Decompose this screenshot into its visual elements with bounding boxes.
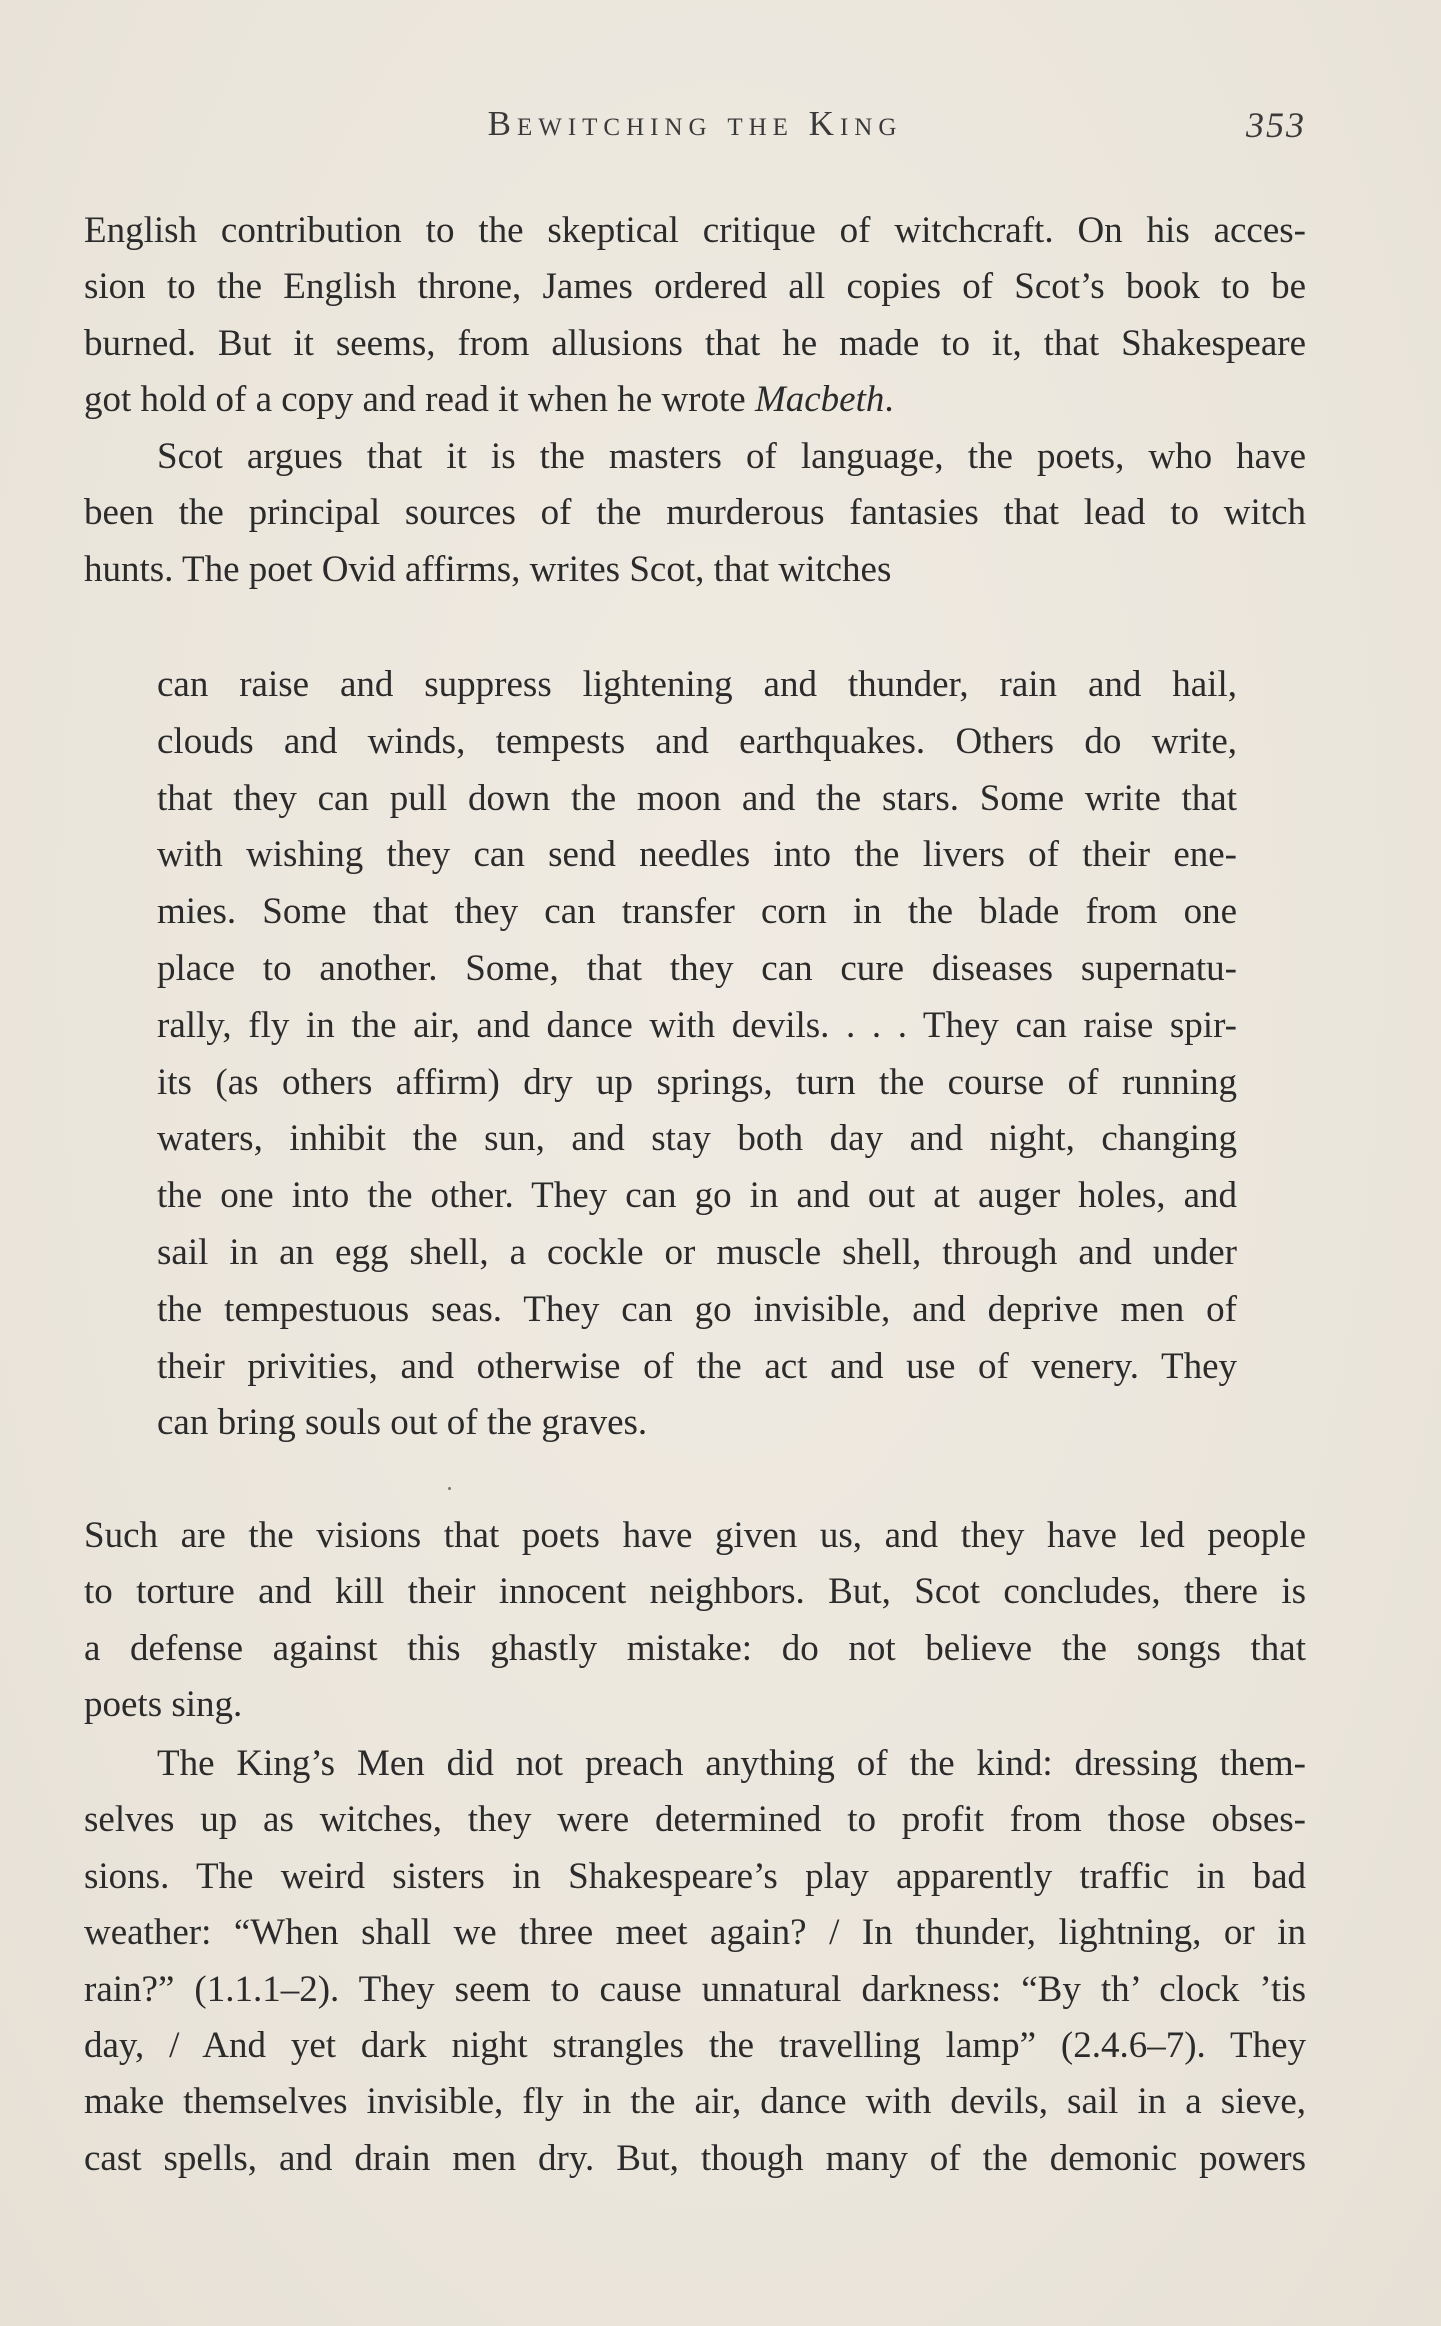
quote-line: with wishing they can send needles into the livers of their ene- [157, 834, 1237, 876]
paragraph-line: hunts. The poet Ovid affirms, writes Scot, that witches [84, 548, 892, 590]
block-quote [157, 657, 1237, 1452]
paragraph-line: make themselves invisible, fly in the air, dance with devils, sail in a sieve, [84, 2081, 1306, 2123]
quote-line: waters, inhibit the sun, and stay both day and night, changing [157, 1118, 1237, 1160]
quote-line: the tempestuous seas. They can go invisible, and deprive men of [157, 1288, 1237, 1330]
paragraph-line: poets sing. [84, 1684, 243, 1726]
quote-line: the one into the other. They can go in and out at auger holes, and [157, 1175, 1237, 1217]
line-text: . [884, 379, 894, 421]
paragraph-line [84, 372, 1306, 428]
quote-line: place to another. Some, that they can cure diseases supernatu- [157, 947, 1237, 989]
page-speck [448, 1487, 451, 1490]
paragraph-line: been the principal sources of the murderous fantasies that lead to witch [84, 492, 1306, 534]
paragraph-line: a defense against this ghastly mistake: do not believe the songs that [84, 1627, 1306, 1669]
quote-line: can raise and suppress lightening and thunder, rain and hail, [157, 664, 1237, 705]
paragraph-line: sion to the English throne, James ordered all copies of Scot’s book to be [84, 266, 1306, 308]
paragraph-line: sions. The weird sisters in Shakespeare’s play apparently traffic in bad [84, 1855, 1306, 1897]
paragraph-line: day, / And yet dark night strangles the travelling lamp” (2.4.6–7). They [84, 2025, 1306, 2067]
quote-line: can bring souls out of the graves. [157, 1402, 648, 1444]
quote-line: sail in an egg shell, a cockle or muscle shell, through and under [157, 1231, 1237, 1273]
running-head [84, 104, 1306, 154]
running-title: Bewitching the King [487, 104, 903, 143]
quote-line: clouds and winds, tempests and earthquakes. Others do write, [157, 720, 1237, 762]
paragraph-line: cast spells, and drain men dry. But, though many of the demonic powers [84, 2137, 1306, 2179]
paragraph-line: to torture and kill their innocent neighbors. But, Scot concludes, there is [84, 1571, 1306, 1613]
paragraph-line: selves up as witches, they were determined to profit from those obses- [84, 1799, 1306, 1841]
paragraph-line: English contribution to the skeptical critique of witchcraft. On his acces- [84, 210, 1306, 251]
paragraph-1 [84, 203, 1306, 429]
quote-line: rally, fly in the air, and dance with devils. . . . They can raise spir- [157, 1004, 1237, 1046]
paragraph-line: burned. But it seems, from allusions that he made to it, that Shakespeare [84, 322, 1306, 364]
line-text: got hold of a copy and read it when he wrote [84, 379, 755, 421]
paragraph-4 [84, 1736, 1306, 2187]
quote-line: that they can pull down the moon and the stars. Some write that [157, 777, 1237, 819]
paragraph-line: Such are the visions that poets have given us, and they have led people [84, 1515, 1306, 1556]
paragraph-line: Scot argues that it is the masters of language, the poets, who have [157, 436, 1306, 477]
page-number: 353 [1246, 105, 1306, 145]
play-title: Macbeth [754, 379, 885, 421]
quote-line: their privities, and otherwise of the act and use of venery. They [157, 1345, 1237, 1387]
paragraph-3 [84, 1508, 1306, 1734]
paragraph-line: rain?” (1.1.1–2). They seem to cause unnatural darkness: “By th’ clock ’tis [84, 1968, 1306, 2010]
paragraph-line: The King’s Men did not preach anything of the kind: dressing them- [157, 1743, 1306, 1784]
quote-line: mies. Some that they can transfer corn in the blade from one [157, 891, 1237, 933]
quote-line: its (as others affirm) dry up springs, turn the course of running [157, 1061, 1237, 1103]
paragraph-2 [84, 429, 1306, 598]
paragraph-line: weather: “When shall we three meet again? / In thunder, lightning, or in [84, 1912, 1306, 1954]
